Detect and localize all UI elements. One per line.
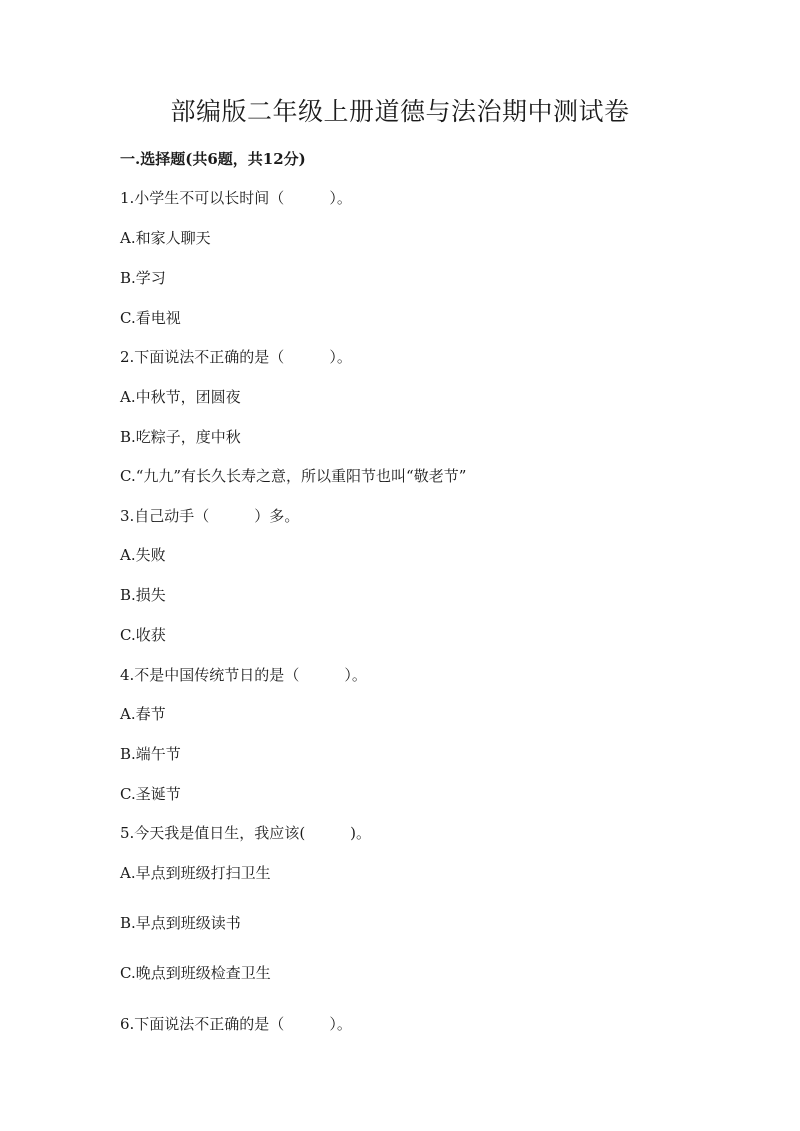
question-option: C.“九九”有长久长寿之意，所以重阳节也叫“敬老节” <box>120 467 467 485</box>
question-stem: 5.今天我是值日生，我应该( )。 <box>120 824 372 842</box>
question-stem: 1.小学生不可以长时间（ ）。 <box>120 189 352 207</box>
question-stem: 4.不是中国传统节日的是（ ）。 <box>120 666 367 684</box>
question-option: C.收获 <box>120 626 166 644</box>
question-option: C.看电视 <box>120 309 181 327</box>
question-option: A.中秋节，团圆夜 <box>120 388 241 406</box>
question-stem: 3.自己动手（ ）多。 <box>120 507 300 525</box>
question-option: C.晚点到班级检查卫生 <box>120 964 271 982</box>
question-option: A.失败 <box>120 546 166 564</box>
question-option: B.吃粽子，度中秋 <box>120 428 241 446</box>
question-option: B.学习 <box>120 269 166 287</box>
question-option: C.圣诞节 <box>120 785 181 803</box>
section-heading: 一.选择题(共6题，共12分) <box>120 150 306 168</box>
question-stem: 6.下面说法不正确的是（ ）。 <box>120 1015 352 1033</box>
question-option: A.春节 <box>120 705 166 723</box>
question-option: A.和家人聊天 <box>120 229 211 247</box>
page-title: 部编版二年级上册道德与法治期中测试卷 <box>170 97 630 126</box>
question-option: B.早点到班级读书 <box>120 914 241 932</box>
question-option: A.早点到班级打扫卫生 <box>120 864 271 882</box>
question-option: B.损失 <box>120 586 166 604</box>
question-stem: 2.下面说法不正确的是（ ）。 <box>120 348 352 366</box>
question-option: B.端午节 <box>120 745 181 763</box>
